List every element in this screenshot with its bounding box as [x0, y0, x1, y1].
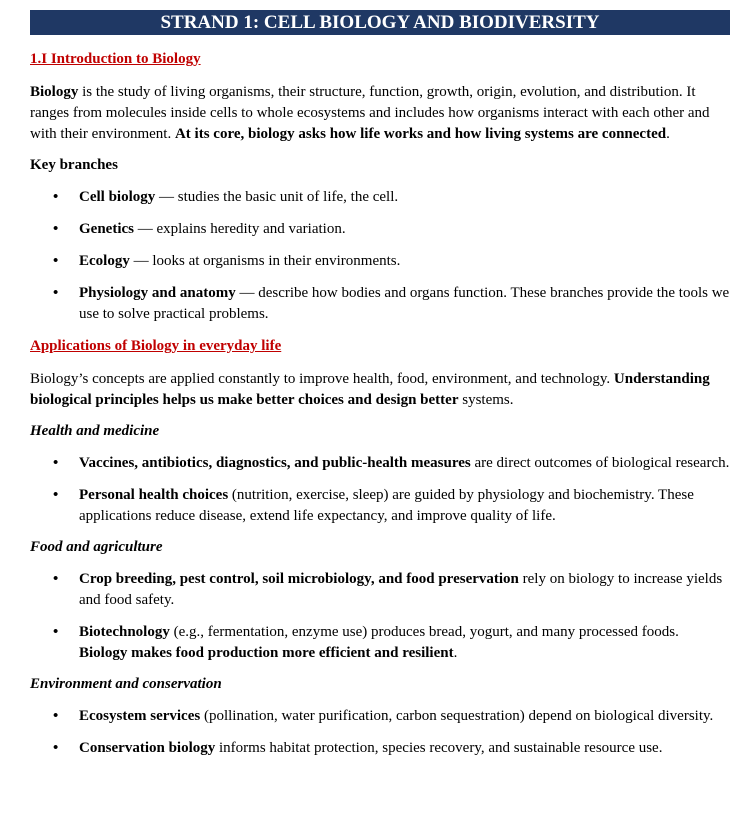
intro-run: is the study of living organisms, their structure, function, growth, origin, evolution, and distribution. It ranges from molecules inside cells to whole ecosystems and includes how organisms interact with each other and with their environment. [30, 84, 710, 142]
branch-desc: — describe how bodies and organs function. These branches provide the tools we use to solve practical problems. [79, 285, 730, 322]
intro-run: Biology [30, 84, 79, 100]
bullet-icon: • [53, 221, 59, 237]
item-run: Ecosystem services [79, 708, 201, 724]
item-run: Biotechnology [79, 624, 170, 640]
food-agriculture-list [30, 569, 730, 664]
item-run: are direct outcomes of biological research. [470, 455, 730, 471]
branch-name: Genetics [79, 221, 134, 237]
bullet-icon: • [53, 624, 59, 640]
intro-run: Biology’s concepts are applied constantly to improve health, food, environment, and technology. [30, 371, 614, 387]
biology-intro-paragraph [30, 82, 730, 145]
intro-run: . [666, 126, 670, 142]
health-medicine-list [30, 453, 730, 527]
branch-desc: — studies the basic unit of life, the cell. [155, 189, 399, 205]
intro-run: Understanding biological principles helps us make better choices and design better [30, 371, 710, 408]
list-item [30, 622, 730, 664]
bullet-icon: • [53, 571, 59, 587]
document-page [30, 10, 730, 759]
list-item [30, 738, 730, 759]
item-run: (pollination, water purification, carbon sequestration) depend on biological diversity. [200, 708, 714, 724]
item-run: . [453, 645, 458, 661]
bullet-icon: • [53, 285, 59, 301]
list-item [30, 251, 730, 272]
environment-conservation-heading: Environment and conservation [30, 676, 222, 692]
food-agriculture-heading: Food and agriculture [30, 539, 163, 555]
bullet-icon: • [53, 253, 59, 269]
list-item [30, 706, 730, 727]
branch-desc: — looks at organisms in their environments. [129, 253, 401, 269]
bullet-icon: • [53, 740, 59, 756]
health-medicine-heading: Health and medicine [30, 423, 160, 439]
branch-name: Cell biology [79, 189, 156, 205]
item-run: Crop breeding, pest control, soil microbiology, and food preservation [79, 571, 519, 587]
bullet-icon: • [53, 455, 59, 471]
item-run: Conservation biology [79, 740, 216, 756]
item-run: (nutrition, exercise, sleep) are guided by physiology and biochemistry. These applications reduce disease, extend life expectancy, and improve quality of life. [79, 487, 694, 524]
item-run: informs habitat protection, species recovery, and sustainable resource use. [215, 740, 663, 756]
key-branches-heading: Key branches [30, 157, 118, 173]
bullet-icon: • [53, 708, 59, 724]
section-title-applications: Applications of Biology in everyday life [30, 338, 282, 354]
applications-intro-paragraph [30, 369, 730, 411]
intro-run: At its core, biology asks how life works and how living systems are connected [174, 126, 667, 142]
item-run: Biology makes food production more efficient and resilient [79, 645, 454, 661]
environment-conservation-list [30, 706, 730, 759]
item-run: Vaccines, antibiotics, diagnostics, and public-health measures [79, 455, 471, 471]
intro-run: systems. [458, 392, 514, 408]
branch-name: Ecology [79, 253, 130, 269]
bullet-icon: • [53, 487, 59, 503]
strand-banner: STRAND 1: CELL BIOLOGY AND BIODIVERSITY [30, 10, 730, 35]
item-run: Personal health choices [79, 487, 229, 503]
bullet-icon: • [53, 189, 59, 205]
key-branches-list [30, 187, 730, 325]
list-item [30, 453, 730, 474]
branch-desc: — explains heredity and variation. [133, 221, 346, 237]
list-item [30, 485, 730, 527]
list-item [30, 219, 730, 240]
section-title-introduction: 1.I Introduction to Biology [30, 51, 201, 67]
list-item [30, 283, 730, 325]
item-run: (e.g., fermentation, enzyme use) produces bread, yogurt, and many processed foods. [169, 624, 679, 640]
branch-name: Physiology and anatomy [79, 285, 236, 301]
list-item [30, 569, 730, 611]
list-item [30, 187, 730, 208]
item-run: rely on biology to increase yields and food safety. [79, 571, 723, 608]
